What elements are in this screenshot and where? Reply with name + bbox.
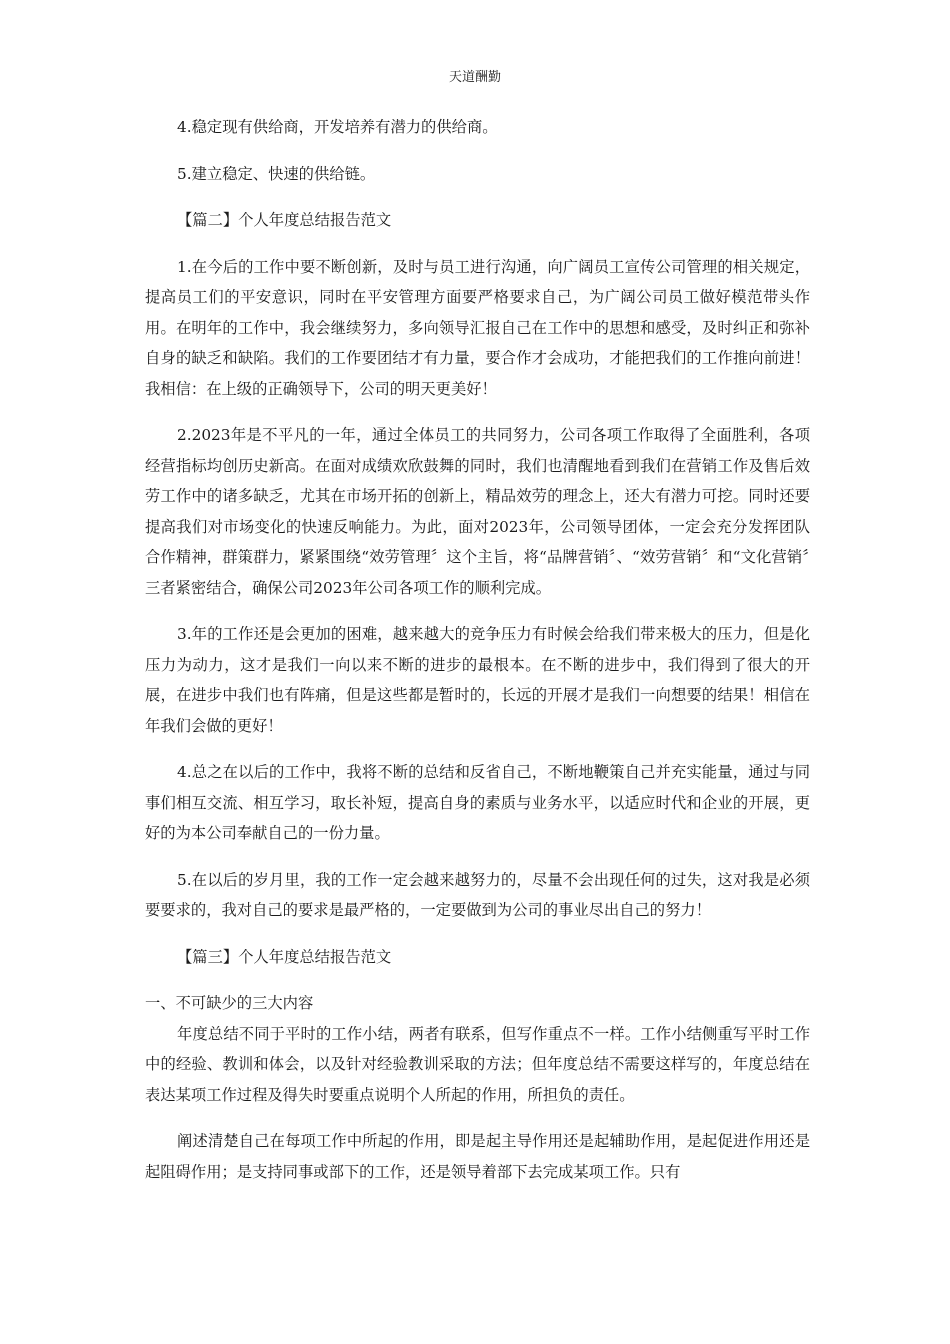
- section-3-title: 【篇三】个人年度总结报告范文: [177, 947, 392, 966]
- section-3-paragraph-1: 年度总结不同于平时的工作小结，两者有联系，但写作重点不一样。工作小结侧重写平时工作中的经验、教训和体会，以及针对经验教训采取的方法；但年度总结不需要这样写的，年度总结在表达某项工作过程及得失时要重点说明个人所起的作用，所担负的责任。: [145, 1024, 810, 1104]
- page-header: 天道酬勤: [448, 70, 501, 85]
- section-2-paragraph-3: 3.年的工作还是会更加的困难，越来越大的竞争压力有时候会给我们带来极大的压力，但是化压力为动力，这才是我们一向以来不断的进步的最根本。在不断的进步中，我们得到了很大的开展，在进步中我们也有阵痛，但是这些都是暂时的，长远的开展才是我们一向想要的结果！相信在年我们会做的更好！: [145, 625, 810, 735]
- list-item-5: 5.建立稳定、快速的供给链。: [177, 164, 376, 183]
- section-2-paragraph-2: 2.2023年是不平凡的一年，通过全体员工的共同努力，公司各项工作取得了全面胜利，各项经营指标均创历史新高。在面对成绩欢欣鼓舞的同时，我们也清醒地看到我们在营销工作及售后效劳工作中的诸多缺乏，尤其在市场开拓的创新上，精品效劳的理念上，还大有潜力可挖。同时还要提高我们对市场变化的快速反响能力。为此，面对2023年，公司领导团体，一定会充分发挥团队合作精神，群策群力，紧紧围绕“效劳管理〞这个主旨，将“品牌营销〞、“效劳营销〞和“文化营销〞三者紧密结合，确保公司2023年公司各项工作的顺利完成。: [145, 426, 810, 597]
- document-body: [145, 112, 810, 1187]
- section-3-paragraph-2: 阐述清楚自己在每项工作中所起的作用，即是起主导作用还是起辅助作用，是起促进作用还是起阻碍作用；是支持同事或部下的工作，还是领导着部下去完成某项工作。只有: [145, 1132, 810, 1181]
- list-item-4: 4.稳定现有供给商，开发培养有潜力的供给商。: [177, 118, 498, 136]
- section-2-paragraph-1: 1.在今后的工作中要不断创新，及时与员工进行沟通，向广阔员工宣传公司管理的相关规定，提高员工们的平安意识，同时在平安管理方面要严格要求自己，为广阔公司员工做好模范带头作用。在明年的工作中，我会继续努力，多向领导汇报自己在工作中的思想和感受，及时纠正和弥补自身的缺乏和缺陷。我们的工作要团结才有力量，要合作才会成功，才能把我们的工作推向前进！我相信：在上级的正确领导下，公司的明天更美好！: [145, 257, 810, 398]
- section-3-subheading: 一、不可缺少的三大内容: [145, 994, 314, 1012]
- section-2-title: 【篇二】个人年度总结报告范文: [177, 211, 392, 229]
- section-2-paragraph-5: 5.在以后的岁月里，我的工作一定会越来越努力的，尽量不会出现任何的过失，这对我是必须要要求的，我对自己的要求是最严格的，一定要做到为公司的事业尽出自己的努力！: [145, 870, 810, 919]
- section-2-paragraph-4: 4.总之在以后的工作中，我将不断的总结和反省自己，不断地鞭策自己并充实能量，通过与同事们相互交流、相互学习，取长补短，提高自身的素质与业务水平，以适应时代和企业的开展，更好的为本公司奉献自己的一份力量。: [145, 763, 810, 842]
